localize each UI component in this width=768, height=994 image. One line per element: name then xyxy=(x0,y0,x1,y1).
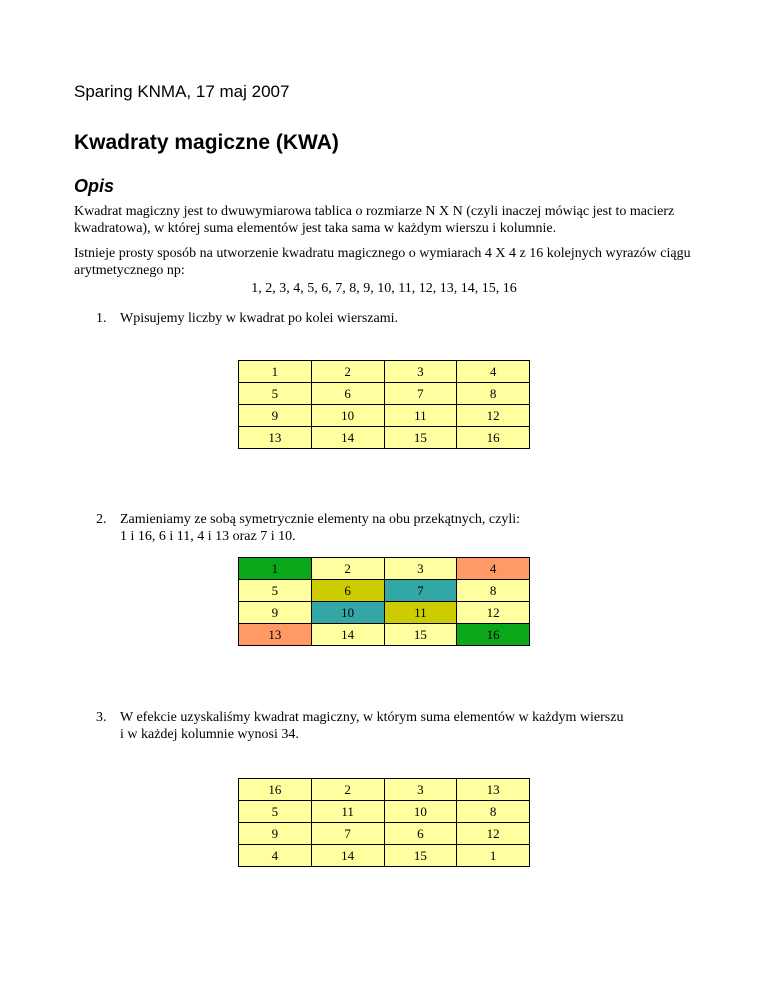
table-cell: 9 xyxy=(239,405,312,427)
table-cell: 15 xyxy=(384,624,457,646)
table-cell: 3 xyxy=(384,558,457,580)
step-1 xyxy=(96,310,716,327)
table-cell: 15 xyxy=(384,845,457,867)
table-row xyxy=(239,427,530,449)
table-cell: 14 xyxy=(311,845,384,867)
table-cell: 14 xyxy=(311,427,384,449)
table-row xyxy=(239,602,530,624)
table-cell: 11 xyxy=(384,602,457,624)
step-number: 3. xyxy=(96,710,107,725)
step-text: Wpisujemy liczby w kwadrat po kolei wierszami. xyxy=(120,311,398,326)
table-cell: 11 xyxy=(311,801,384,823)
table-cell: 1 xyxy=(239,361,312,383)
table-cell: 10 xyxy=(311,602,384,624)
table-cell: 8 xyxy=(457,580,530,602)
table-cell: 12 xyxy=(457,405,530,427)
step-text: W efekcie uzyskaliśmy kwadrat magiczny, w którym suma elementów w każdym wierszu xyxy=(120,710,624,725)
table-cell: 4 xyxy=(457,558,530,580)
table-cell: 6 xyxy=(384,823,457,845)
grid-magic-square xyxy=(238,778,530,867)
table-cell: 14 xyxy=(311,624,384,646)
table-row xyxy=(239,779,530,801)
table-row xyxy=(239,624,530,646)
table-cell: 16 xyxy=(457,624,530,646)
table-cell: 5 xyxy=(239,383,312,405)
table-cell: 15 xyxy=(384,427,457,449)
table-row xyxy=(239,361,530,383)
table-cell: 16 xyxy=(457,427,530,449)
step-text: Zamieniamy ze sobą symetrycznie elementy na obu przekątnych, czyli: xyxy=(120,512,521,527)
table-cell: 2 xyxy=(311,779,384,801)
table-cell: 5 xyxy=(239,580,312,602)
table-cell: 7 xyxy=(311,823,384,845)
page-title: Kwadraty magiczne (KWA) xyxy=(74,131,339,154)
table-row xyxy=(239,823,530,845)
paragraph-description: Kwadrat magiczny jest to dwuwymiarowa tablica o rozmiarze N X N (czyli inaczej mówiąc jest to macierz kwadratowa), w której suma elementów jest taka sama w każdym wierszu i kolumnie. xyxy=(74,204,675,236)
grid-step-1 xyxy=(238,360,530,449)
table-cell: 10 xyxy=(311,405,384,427)
table-cell: 4 xyxy=(239,845,312,867)
number-sequence: 1, 2, 3, 4, 5, 6, 7, 8, 9, 10, 11, 12, 13, 14, 15, 16 xyxy=(251,281,517,296)
table-cell: 5 xyxy=(239,801,312,823)
table-row xyxy=(239,558,530,580)
step-number: 1. xyxy=(96,311,107,326)
table-cell: 16 xyxy=(239,779,312,801)
table-cell: 13 xyxy=(239,624,312,646)
table-cell: 3 xyxy=(384,361,457,383)
table-cell: 1 xyxy=(457,845,530,867)
table-row xyxy=(239,845,530,867)
step-text-continued: i w każdej kolumnie wynosi 34. xyxy=(120,727,299,742)
table-cell: 8 xyxy=(457,383,530,405)
table-row xyxy=(239,383,530,405)
table-cell: 4 xyxy=(457,361,530,383)
table-cell: 9 xyxy=(239,823,312,845)
table-row xyxy=(239,801,530,823)
table-cell: 2 xyxy=(311,361,384,383)
table-row xyxy=(239,405,530,427)
grid-step-2 xyxy=(238,557,530,646)
table-cell: 10 xyxy=(384,801,457,823)
step-2 xyxy=(96,511,716,545)
table-cell: 12 xyxy=(457,823,530,845)
document-header: Sparing KNMA, 17 maj 2007 xyxy=(74,82,290,101)
table-cell: 1 xyxy=(239,558,312,580)
paragraph-method: Istnieje prosty sposób na utworzenie kwadratu magicznego o wymiarach 4 X 4 z 16 kolejnych wyrazów ciągu arytmetycznego np: xyxy=(74,246,691,278)
step-number: 2. xyxy=(96,512,107,527)
table-cell: 7 xyxy=(384,383,457,405)
table-cell: 8 xyxy=(457,801,530,823)
table-cell: 12 xyxy=(457,602,530,624)
table-cell: 2 xyxy=(311,558,384,580)
table-cell: 7 xyxy=(384,580,457,602)
section-heading: Opis xyxy=(74,176,115,196)
step-text-continued: 1 i 16, 6 i 11, 4 i 13 oraz 7 i 10. xyxy=(120,529,296,544)
table-cell: 11 xyxy=(384,405,457,427)
table-cell: 6 xyxy=(311,383,384,405)
step-3 xyxy=(96,709,716,743)
table-cell: 13 xyxy=(457,779,530,801)
table-row xyxy=(239,580,530,602)
table-cell: 3 xyxy=(384,779,457,801)
table-cell: 6 xyxy=(311,580,384,602)
table-cell: 9 xyxy=(239,602,312,624)
table-cell: 13 xyxy=(239,427,312,449)
